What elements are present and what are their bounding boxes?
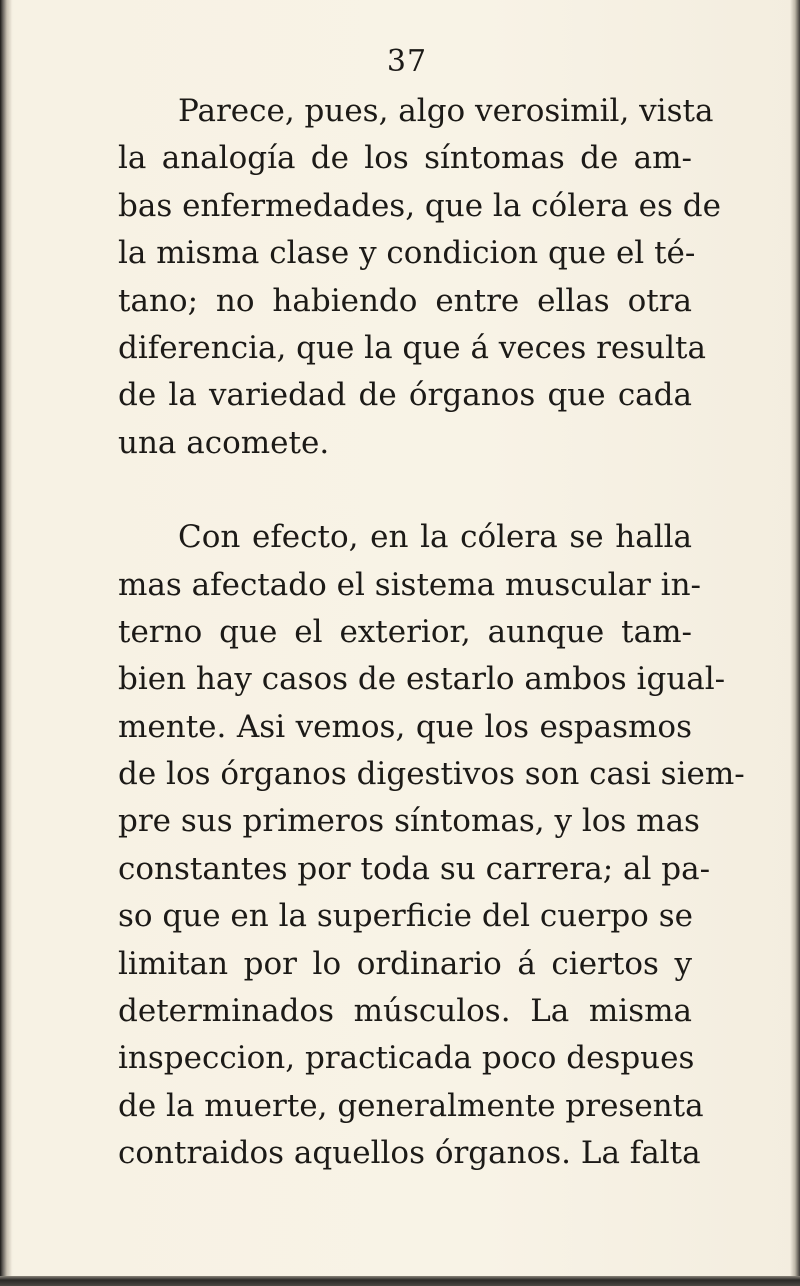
text-line: determinados músculos. La misma [118,993,692,1030]
text-line: limitan por lo ordinario á ciertos y [118,945,692,982]
text-line: terno que el exterior, aunque tam- [118,613,692,650]
text-line: diferencia, que la que á veces resulta [118,329,707,366]
paragraph-2 [118,514,745,1177]
paragraph-gap [118,467,692,514]
spine-shadow [0,0,12,1286]
text-line: la analogía de los síntomas de am- [118,140,692,177]
text-line: mente. Asi vemos, que los espasmos [118,708,692,745]
text-line: inspeccion, practicada poco despues [118,1040,695,1077]
text-line: bas enfermedades, que la cólera es de [118,187,721,224]
text-line: bien hay casos de estarlo ambos igual- [118,661,726,698]
text-line: de la variedad de órganos que cada [118,377,692,414]
text-line: una acomete. [118,424,330,461]
page-number: 37 [386,44,428,79]
text-line: contraidos aquellos órganos. La falta [118,1135,701,1172]
text-line: la misma clase y condicion que el té- [118,235,696,272]
text-line: mas afectado el sistema muscular in- [118,566,702,603]
text-line: Con efecto, en la cólera se halla [178,519,692,556]
body-text [118,88,745,1178]
text-line: constantes por toda su carrera; al pa- [118,850,711,887]
text-line: tano; no habiendo entre ellas otra [118,282,692,319]
text-line: so que en la superficie del cuerpo se [118,898,693,935]
page-right-edge [790,0,800,1286]
paragraph-1 [118,88,721,467]
page-bottom-edge [0,1276,800,1286]
text-line: pre sus primeros síntomas, y los mas [118,803,700,840]
text-line: de la muerte, generalmente presenta [118,1087,704,1124]
text-line: Parece, pues, algo verosimil, vista [178,93,714,129]
text-line: de los órganos digestivos son casi siem- [118,756,745,793]
